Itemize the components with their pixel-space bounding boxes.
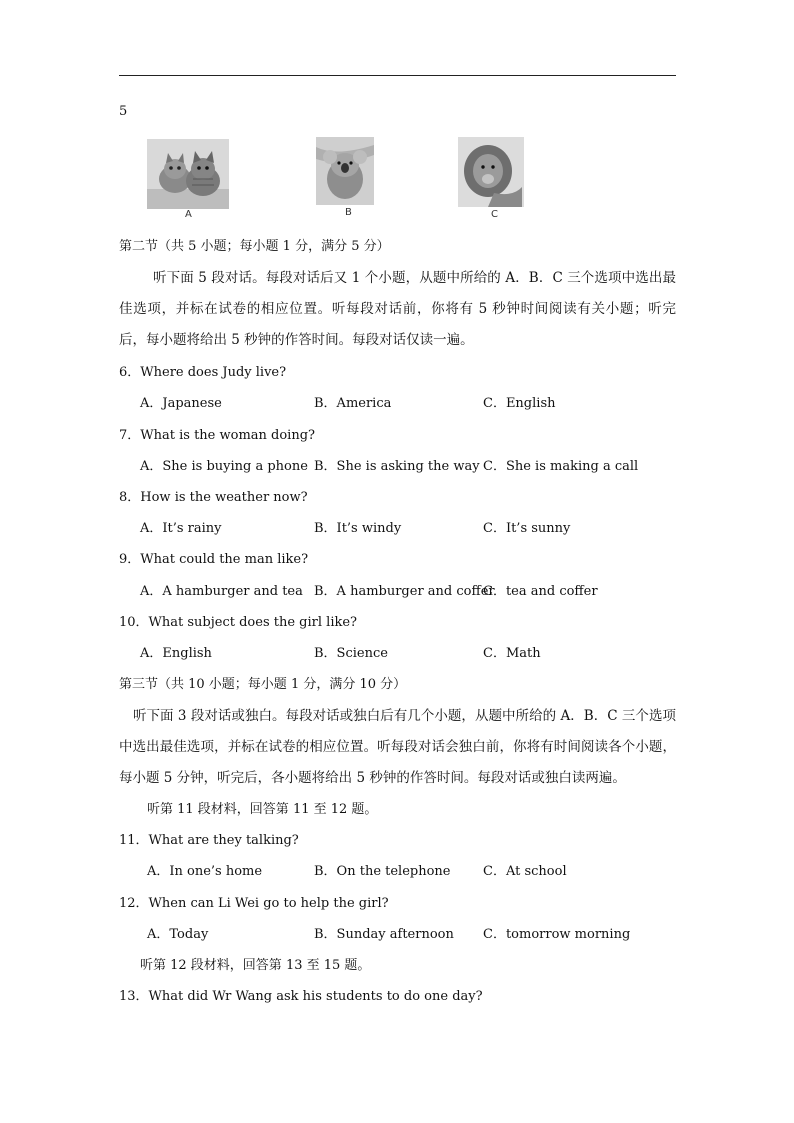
question-10: 10．What subject does the girl like? [119,615,358,630]
question-11-option-a: A．In one’s home [147,864,263,879]
question-9-option-b: B．A hamburger and coffer [314,584,495,599]
question-5-number: 5 [119,104,128,119]
question-8: 8．How is the weather now? [119,490,308,505]
question-12-option-b: B．Sunday afternoon [314,927,454,942]
question-10-option-a: A．English [140,646,212,661]
question-6-option-c: C．English [483,396,556,411]
material-12-instruction: 听第 12 段材料，回答第 13 至 15 题。 [140,958,371,973]
question-9: 9．What could the man like? [119,552,309,567]
question-10-option-b: B．Science [314,646,388,661]
section-2-instructions: 听下面 5 段对话。每段对话后又 1 个小题，从题中所给的 A．B．C 三个选项中选出最佳选项，并标在试卷的相应位置。听每段对话前，你将有 5 秒钟时间阅读有关小题；听完后，每小题将给出 5 秒钟的作答时间。每段对话仅读一遍。 [119,270,676,348]
question-7: 7．What is the woman doing? [119,428,316,443]
question-8-option-b: B．It’s windy [314,521,402,536]
section-2-heading: 第二节（共 5 小题；每小题 1 分，满分 5 分） [119,239,390,254]
question-8-option-a: A．It’s rainy [140,521,222,536]
cats-photo-icon [147,139,229,209]
question-6-option-a: A．Japanese [140,396,222,411]
section-3-heading: 第三节（共 10 小题；每小题 1 分，满分 10 分） [119,677,407,692]
question-7-option-c: C．She is making a call [483,459,639,474]
question-7-option-b: B．She is asking the way [314,459,480,474]
material-11-instruction: 听第 11 段材料，回答第 11 至 12 题。 [147,802,378,817]
question-12: 12．When can Li Wei go to help the girl? [119,896,389,911]
question-10-option-c: C．Math [483,646,541,661]
question-11: 11．What are they talking? [119,833,299,848]
question-6-option-b: B．America [314,396,392,411]
picture-a-caption: A [185,209,192,220]
question-9-option-c: C．tea and coffer [483,584,598,599]
question-12-option-c: C．tomorrow morning [483,927,631,942]
header-rule [119,75,676,76]
question-9-option-a: A．A hamburger and tea [140,584,303,599]
question-13: 13．What did Wr Wang ask his students to do one day? [119,989,483,1004]
section-3-instructions: 听下面 3 段对话或独白。每段对话或独白后有几个小题，从题中所给的 A．B．C 三个选项中选出最佳选项，并标在试卷的相应位置。听每段对话会独白前，你将有时间阅读各个小题，每小题 5 分钟，听完后，各小题将给出 5 秒钟的作答时间。每段对话或独白读两遍。 [119,708,676,786]
question-8-option-c: C．It’s sunny [483,521,571,536]
koala-photo-icon [316,137,374,205]
question-11-option-b: B．On the telephone [314,864,451,879]
lion-photo-icon [458,137,524,207]
question-12-option-a: A．Today [147,927,209,942]
picture-b-caption: B [345,207,352,218]
question-6: 6．Where does Judy live? [119,365,287,380]
picture-c-caption: C [491,209,498,220]
question-7-option-a: A．She is buying a phone [140,459,308,474]
question-11-option-c: C．At school [483,864,567,879]
